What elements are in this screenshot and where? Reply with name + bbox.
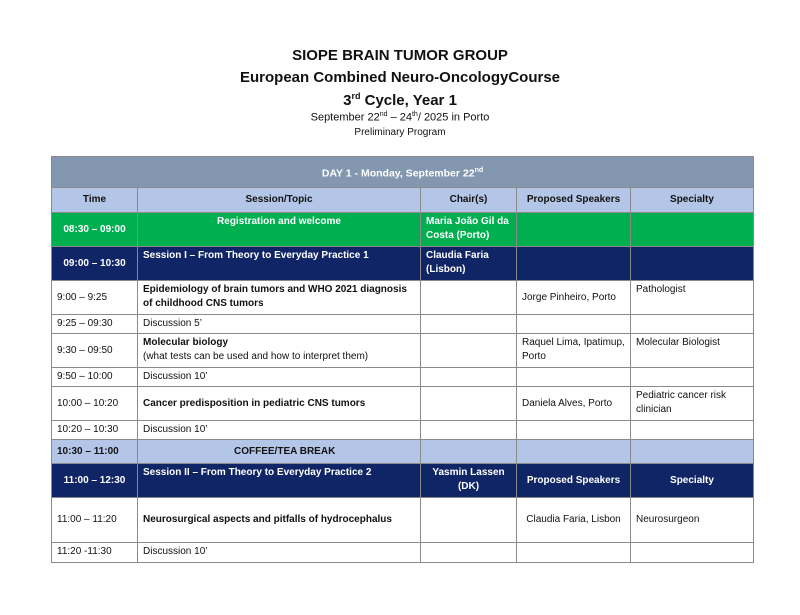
row-speaker [517, 421, 631, 440]
table-row [52, 421, 754, 440]
row-chair [421, 368, 517, 387]
row-chair: Yasmin Lassen (DK) [421, 464, 517, 498]
row-chair [421, 498, 517, 543]
program-table [51, 156, 754, 563]
course-title: European Combined Neuro-OncologyCourse [239, 69, 561, 86]
row-topic: Discussion 10’ [138, 421, 421, 440]
row-topic: Cancer predisposition in pediatric CNS tumors [138, 387, 421, 421]
row-chair [421, 315, 517, 334]
course-dates: September 22nd – 24th/ 2025 in Porto [310, 111, 490, 124]
row-topic: Discussion 5’ [138, 315, 421, 334]
row-chair [421, 543, 517, 563]
table-row [52, 315, 754, 334]
row-speaker [517, 440, 631, 464]
row-speaker: Jorge Pinheiro, Porto [517, 281, 631, 315]
col-speakers: Proposed Speakers [517, 188, 631, 213]
row-specialty: Specialty [631, 464, 754, 498]
table-row [52, 334, 754, 368]
table-row [52, 387, 754, 421]
row-speaker: Proposed Speakers [517, 464, 631, 498]
row-speaker: Claudia Faria, Lisbon [517, 498, 631, 543]
row-topic: Epidemiology of brain tumors and WHO 2021 diagnosis of childhood CNS tumors [138, 281, 421, 315]
row-topic: Registration and welcome [138, 213, 421, 247]
row-topic: Session II – From Theory to Everyday Practice 2 [138, 464, 421, 498]
row-specialty [631, 315, 754, 334]
table-row [52, 543, 754, 563]
row-speaker [517, 543, 631, 563]
row-time: 10:30 – 11:00 [52, 440, 138, 464]
row-speaker: Daniela Alves, Porto [517, 387, 631, 421]
row-time: 11:00 – 12:30 [52, 464, 138, 498]
cycle-title: 3rd Cycle, Year 1 [343, 91, 457, 109]
row-speaker [517, 213, 631, 247]
row-specialty [631, 440, 754, 464]
row-time: 10:00 – 10:20 [52, 387, 138, 421]
column-header-row [52, 188, 754, 213]
row-time: 9:00 – 9:25 [52, 281, 138, 315]
row-time: 9:25 – 09:30 [52, 315, 138, 334]
row-speaker [517, 368, 631, 387]
program-subtitle: Preliminary Program [354, 127, 446, 138]
table-row [52, 247, 754, 281]
row-topic: Neurosurgical aspects and pitfalls of hydrocephalus [138, 498, 421, 543]
row-time: 11:20 -11:30 [52, 543, 138, 563]
row-specialty [631, 543, 754, 563]
col-specialty: Specialty [631, 188, 754, 213]
row-specialty [631, 368, 754, 387]
col-chair: Chair(s) [421, 188, 517, 213]
row-chair [421, 387, 517, 421]
row-time: 10:20 – 10:30 [52, 421, 138, 440]
row-topic: Discussion 10’ [138, 543, 421, 563]
row-specialty: Neurosurgeon [631, 498, 754, 543]
row-time: 08:30 – 09:00 [52, 213, 138, 247]
row-chair [421, 440, 517, 464]
table-row [52, 213, 754, 247]
table-row [52, 464, 754, 498]
row-speaker: Raquel Lima, Ipatimup, Porto [517, 334, 631, 368]
row-time: 11:00 – 11:20 [52, 498, 138, 543]
row-chair: Claudia Faria (Lisbon) [421, 247, 517, 281]
row-topic: COFFEE/TEA BREAK [138, 440, 421, 464]
table-row [52, 281, 754, 315]
row-specialty: Pediatric cancer risk clinician [631, 387, 754, 421]
row-specialty [631, 213, 754, 247]
row-specialty [631, 247, 754, 281]
row-chair: Maria João Gil da Costa (Porto) [421, 213, 517, 247]
day-title: DAY 1 - Monday, September 22nd [52, 157, 754, 188]
table-row [52, 368, 754, 387]
row-topic: Session I – From Theory to Everyday Practice 1 [138, 247, 421, 281]
topic-title: Molecular biology [143, 337, 229, 348]
row-time: 9:30 – 09:50 [52, 334, 138, 368]
table-row [52, 440, 754, 464]
row-chair [421, 334, 517, 368]
group-title: SIOPE BRAIN TUMOR GROUP [292, 47, 508, 64]
row-speaker [517, 247, 631, 281]
row-topic [138, 334, 421, 368]
day-header-row [52, 157, 754, 188]
row-time: 09:00 – 10:30 [52, 247, 138, 281]
row-specialty [631, 421, 754, 440]
row-topic: Discussion 10’ [138, 368, 421, 387]
row-time: 9:50 – 10:00 [52, 368, 138, 387]
row-specialty: Pathologist [631, 281, 754, 315]
row-chair [421, 281, 517, 315]
table-row [52, 498, 754, 543]
col-session: Session/Topic [138, 188, 421, 213]
row-speaker [517, 315, 631, 334]
col-time: Time [52, 188, 138, 213]
row-chair [421, 421, 517, 440]
row-specialty: Molecular Biologist [631, 334, 754, 368]
topic-note: (what tests can be used and how to interpret them) [143, 351, 369, 362]
